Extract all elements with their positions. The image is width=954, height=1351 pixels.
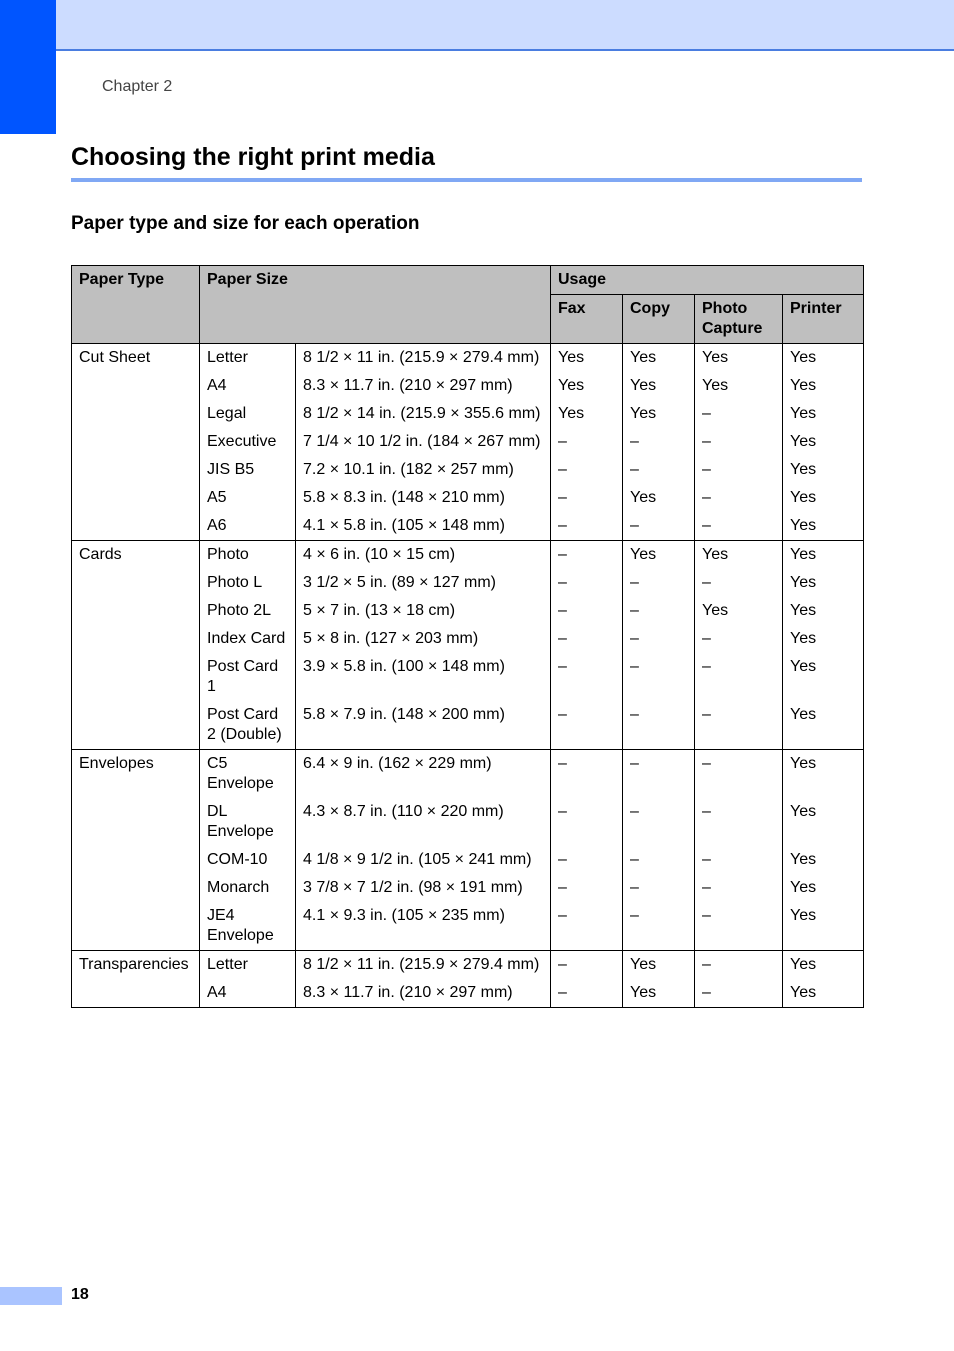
paper-media-table: [71, 265, 864, 1008]
chapter-label: Chapter 2: [102, 78, 173, 95]
usage-fax: –: [551, 541, 623, 570]
usage-fax: –: [551, 456, 623, 484]
usage-photo-capture: –: [695, 569, 783, 597]
usage-photo-capture: –: [695, 979, 783, 1008]
usage-printer: Yes: [783, 484, 864, 512]
usage-fax: –: [551, 569, 623, 597]
usage-fax: –: [551, 512, 623, 541]
page-number-tab: [0, 1287, 62, 1305]
table-header: [72, 266, 864, 344]
usage-copy: –: [623, 874, 695, 902]
paper-size-name: Post Card 1: [200, 653, 296, 701]
usage-copy: –: [623, 846, 695, 874]
usage-fax: Yes: [551, 344, 623, 373]
header-photo-capture: Photo Capture: [695, 295, 783, 344]
usage-printer: Yes: [783, 701, 864, 750]
paper-size-dimensions: 8 1/2 × 14 in. (215.9 × 355.6 mm): [296, 400, 551, 428]
usage-printer: Yes: [783, 625, 864, 653]
usage-printer: Yes: [783, 344, 864, 373]
usage-printer: Yes: [783, 874, 864, 902]
header-printer: Printer: [783, 295, 864, 344]
usage-photo-capture: –: [695, 512, 783, 541]
paper-size-name: A5: [200, 484, 296, 512]
usage-copy: –: [623, 597, 695, 625]
paper-size-dimensions: 4.1 × 9.3 in. (105 × 235 mm): [296, 902, 551, 951]
usage-copy: –: [623, 750, 695, 799]
chapter-tab-marker: [0, 0, 56, 134]
usage-printer: Yes: [783, 979, 864, 1008]
paper-size-dimensions: 8 1/2 × 11 in. (215.9 × 279.4 mm): [296, 344, 551, 373]
paper-size-dimensions: 5.8 × 7.9 in. (148 × 200 mm): [296, 701, 551, 750]
usage-photo-capture: –: [695, 874, 783, 902]
paper-size-dimensions: 4.1 × 5.8 in. (105 × 148 mm): [296, 512, 551, 541]
paper-size-dimensions: 8 1/2 × 11 in. (215.9 × 279.4 mm): [296, 951, 551, 980]
paper-type-cell: Cut Sheet: [72, 344, 200, 541]
paper-size-dimensions: 6.4 × 9 in. (162 × 229 mm): [296, 750, 551, 799]
paper-size-name: Photo L: [200, 569, 296, 597]
usage-fax: –: [551, 428, 623, 456]
paper-size-dimensions: 4 1/8 × 9 1/2 in. (105 × 241 mm): [296, 846, 551, 874]
usage-copy: –: [623, 456, 695, 484]
table-group: [72, 750, 864, 951]
usage-copy: Yes: [623, 400, 695, 428]
usage-fax: –: [551, 597, 623, 625]
section-subtitle: Paper type and size for each operation: [71, 213, 420, 234]
paper-size-dimensions: 8.3 × 11.7 in. (210 × 297 mm): [296, 372, 551, 400]
table-row: [72, 541, 864, 570]
usage-printer: Yes: [783, 400, 864, 428]
usage-printer: Yes: [783, 653, 864, 701]
paper-size-dimensions: 4 × 6 in. (10 × 15 cm): [296, 541, 551, 570]
usage-photo-capture: –: [695, 428, 783, 456]
paper-size-name: A4: [200, 979, 296, 1008]
usage-copy: –: [623, 653, 695, 701]
usage-photo-capture: Yes: [695, 372, 783, 400]
paper-size-name: A6: [200, 512, 296, 541]
paper-size-name: Letter: [200, 344, 296, 373]
paper-size-dimensions: 7.2 × 10.1 in. (182 × 257 mm): [296, 456, 551, 484]
usage-fax: –: [551, 750, 623, 799]
table-group: [72, 344, 864, 541]
paper-type-cell: Transparencies: [72, 951, 200, 1008]
page-title: Choosing the right print media: [71, 143, 435, 171]
header-band: [0, 0, 954, 51]
usage-fax: –: [551, 625, 623, 653]
usage-copy: –: [623, 569, 695, 597]
usage-fax: –: [551, 874, 623, 902]
paper-size-name: Letter: [200, 951, 296, 980]
usage-copy: Yes: [623, 951, 695, 980]
usage-copy: Yes: [623, 541, 695, 570]
paper-size-dimensions: 4.3 × 8.7 in. (110 × 220 mm): [296, 798, 551, 846]
usage-photo-capture: –: [695, 484, 783, 512]
usage-fax: –: [551, 484, 623, 512]
usage-fax: –: [551, 902, 623, 951]
usage-copy: –: [623, 512, 695, 541]
paper-size-name: Photo: [200, 541, 296, 570]
header-paper-type: Paper Type: [72, 266, 200, 344]
paper-size-name: JIS B5: [200, 456, 296, 484]
paper-size-name: COM-10: [200, 846, 296, 874]
header-usage: Usage: [551, 266, 864, 295]
usage-photo-capture: –: [695, 653, 783, 701]
usage-photo-capture: –: [695, 750, 783, 799]
usage-printer: Yes: [783, 902, 864, 951]
usage-copy: –: [623, 798, 695, 846]
paper-size-dimensions: 5 × 8 in. (127 × 203 mm): [296, 625, 551, 653]
usage-printer: Yes: [783, 798, 864, 846]
usage-photo-capture: Yes: [695, 344, 783, 373]
usage-photo-capture: –: [695, 951, 783, 980]
usage-printer: Yes: [783, 951, 864, 980]
paper-size-name: JE4 Envelope: [200, 902, 296, 951]
paper-size-dimensions: 3 1/2 × 5 in. (89 × 127 mm): [296, 569, 551, 597]
usage-fax: Yes: [551, 372, 623, 400]
usage-photo-capture: –: [695, 701, 783, 750]
usage-copy: Yes: [623, 484, 695, 512]
paper-size-name: A4: [200, 372, 296, 400]
paper-size-name: DL Envelope: [200, 798, 296, 846]
usage-fax: –: [551, 846, 623, 874]
usage-printer: Yes: [783, 512, 864, 541]
page-number: 18: [71, 1286, 89, 1303]
paper-type-cell: Cards: [72, 541, 200, 750]
paper-size-name: Photo 2L: [200, 597, 296, 625]
paper-size-name: Monarch: [200, 874, 296, 902]
table-row: [72, 344, 864, 373]
title-underline: [71, 178, 862, 182]
usage-photo-capture: –: [695, 846, 783, 874]
paper-size-name: C5 Envelope: [200, 750, 296, 799]
usage-photo-capture: Yes: [695, 597, 783, 625]
usage-fax: –: [551, 951, 623, 980]
usage-fax: –: [551, 653, 623, 701]
table-row: [72, 750, 864, 799]
usage-copy: Yes: [623, 344, 695, 373]
header-fax: Fax: [551, 295, 623, 344]
usage-copy: Yes: [623, 372, 695, 400]
usage-copy: –: [623, 428, 695, 456]
usage-photo-capture: –: [695, 400, 783, 428]
paper-size-dimensions: 5 × 7 in. (13 × 18 cm): [296, 597, 551, 625]
usage-printer: Yes: [783, 456, 864, 484]
usage-fax: Yes: [551, 400, 623, 428]
usage-photo-capture: –: [695, 625, 783, 653]
usage-printer: Yes: [783, 541, 864, 570]
usage-printer: Yes: [783, 750, 864, 799]
paper-size-name: Legal: [200, 400, 296, 428]
paper-size-name: Post Card 2 (Double): [200, 701, 296, 750]
usage-printer: Yes: [783, 372, 864, 400]
paper-size-name: Index Card: [200, 625, 296, 653]
usage-printer: Yes: [783, 846, 864, 874]
usage-copy: –: [623, 902, 695, 951]
paper-type-cell: Envelopes: [72, 750, 200, 951]
usage-copy: Yes: [623, 979, 695, 1008]
table-group: [72, 951, 864, 1008]
usage-fax: –: [551, 979, 623, 1008]
usage-printer: Yes: [783, 428, 864, 456]
usage-photo-capture: –: [695, 902, 783, 951]
usage-printer: Yes: [783, 569, 864, 597]
usage-copy: –: [623, 701, 695, 750]
paper-size-dimensions: 7 1/4 × 10 1/2 in. (184 × 267 mm): [296, 428, 551, 456]
paper-size-dimensions: 3.9 × 5.8 in. (100 × 148 mm): [296, 653, 551, 701]
usage-fax: –: [551, 798, 623, 846]
usage-photo-capture: –: [695, 456, 783, 484]
usage-copy: –: [623, 625, 695, 653]
table-row: [72, 951, 864, 980]
usage-printer: Yes: [783, 597, 864, 625]
usage-photo-capture: –: [695, 798, 783, 846]
paper-size-name: Executive: [200, 428, 296, 456]
usage-photo-capture: Yes: [695, 541, 783, 570]
header-paper-size: Paper Size: [200, 266, 551, 344]
usage-fax: –: [551, 701, 623, 750]
table-group: [72, 541, 864, 750]
paper-size-dimensions: 8.3 × 11.7 in. (210 × 297 mm): [296, 979, 551, 1008]
header-copy: Copy: [623, 295, 695, 344]
paper-size-dimensions: 5.8 × 8.3 in. (148 × 210 mm): [296, 484, 551, 512]
paper-size-dimensions: 3 7/8 × 7 1/2 in. (98 × 191 mm): [296, 874, 551, 902]
